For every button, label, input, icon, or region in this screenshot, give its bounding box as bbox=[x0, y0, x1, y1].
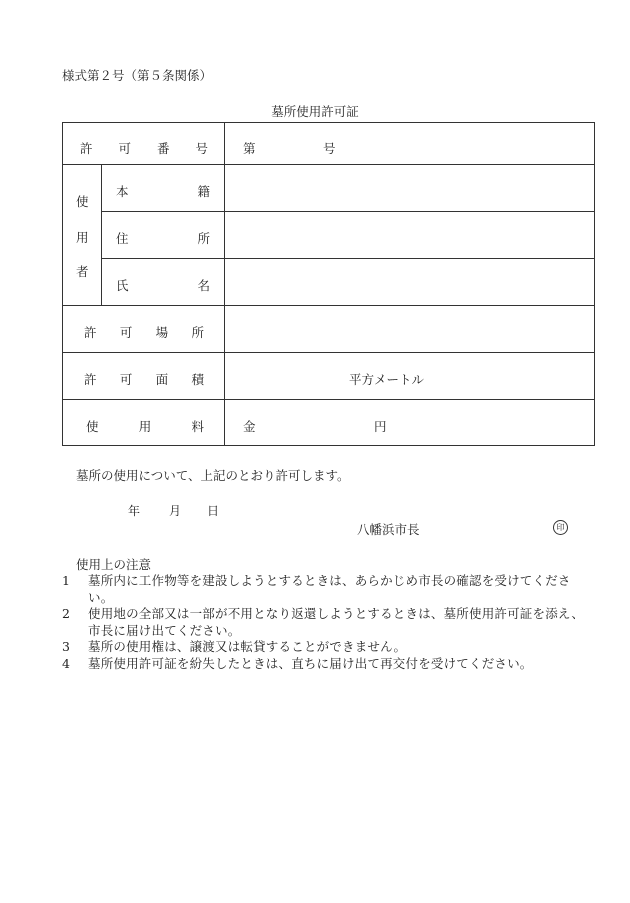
fee-prefix: 金 bbox=[243, 419, 256, 434]
char: 許 bbox=[80, 141, 93, 156]
note-item bbox=[62, 573, 592, 606]
date-month-label: 月 bbox=[169, 504, 182, 518]
note-number: 3 bbox=[62, 639, 70, 654]
area-label bbox=[84, 370, 204, 388]
notes-heading: 使用上の注意 bbox=[76, 557, 152, 572]
char: 本 bbox=[116, 184, 129, 199]
char: 番 bbox=[156, 141, 170, 156]
notes-list bbox=[62, 573, 592, 672]
note-number: 1 bbox=[62, 573, 70, 588]
area-unit: 平方メートル bbox=[349, 372, 425, 387]
date-day-label: 日 bbox=[207, 504, 220, 518]
document-title: 墓所使用許可証 bbox=[271, 104, 359, 119]
name-label bbox=[116, 276, 210, 294]
table-border-right bbox=[594, 122, 595, 446]
char: 料 bbox=[191, 419, 204, 434]
permit-number-prefix: 第 bbox=[243, 141, 256, 156]
char: 可 bbox=[118, 141, 131, 156]
user-label-char-1: 使 bbox=[76, 194, 89, 209]
char: 可 bbox=[119, 325, 133, 340]
char: 許 bbox=[84, 325, 97, 340]
row-line bbox=[101, 258, 595, 259]
char: 積 bbox=[191, 372, 204, 387]
note-number: 2 bbox=[62, 606, 70, 621]
fee-unit: 円 bbox=[374, 419, 387, 434]
date-year-label: 年 bbox=[128, 504, 141, 518]
note-text: 墓所の使用権は、譲渡又は転貸することができません。 bbox=[88, 639, 407, 654]
row-line bbox=[62, 399, 595, 400]
permit-statement: 墓所の使用について、上記のとおり許可します。 bbox=[76, 468, 350, 483]
permit-number-label bbox=[80, 139, 208, 157]
user-group-divider bbox=[101, 164, 102, 305]
user-label-char-2: 用 bbox=[76, 230, 89, 245]
row-line bbox=[62, 352, 595, 353]
char: 所 bbox=[197, 231, 210, 246]
char: 場 bbox=[155, 325, 169, 340]
permit-number-suffix: 号 bbox=[323, 141, 336, 156]
fee-label bbox=[86, 417, 204, 435]
char: 住 bbox=[116, 231, 129, 246]
char: 氏 bbox=[116, 278, 129, 293]
issuer-name: 八幡浜市長 bbox=[357, 522, 420, 537]
note-text: 墓所使用許可証を紛失したときは、直ちに届け出て再交付を受けてください。 bbox=[88, 655, 533, 671]
note-item bbox=[62, 656, 592, 673]
address-label bbox=[116, 229, 210, 247]
permit-table bbox=[62, 122, 595, 446]
char: 可 bbox=[119, 372, 133, 387]
form-number: 様式第２号（第５条関係） bbox=[62, 68, 213, 83]
note-item bbox=[62, 639, 592, 656]
note-text: 墓所内に工作物等を建設しようとするときは、あらかじめ市長の確認を受けてください。 bbox=[88, 573, 571, 605]
note-text: 使用地の全部又は一部が不用となり返還しようとするときは、墓所使用許可証を添え、市長に届け出てください。 bbox=[88, 606, 585, 638]
char: 用 bbox=[138, 419, 152, 434]
char: 名 bbox=[197, 278, 210, 293]
row-line bbox=[101, 211, 595, 212]
char: 所 bbox=[191, 325, 204, 340]
note-item bbox=[62, 606, 592, 639]
char: 籍 bbox=[197, 184, 210, 199]
table-border-top bbox=[62, 122, 595, 123]
column-divider bbox=[224, 122, 225, 446]
honseki-label bbox=[116, 182, 210, 200]
note-number: 4 bbox=[62, 655, 70, 671]
location-label bbox=[84, 323, 204, 341]
seal-mark: 印 bbox=[553, 520, 568, 535]
char: 面 bbox=[155, 372, 169, 387]
user-label-char-3: 者 bbox=[76, 264, 89, 279]
row-line bbox=[62, 305, 595, 306]
char: 許 bbox=[84, 372, 97, 387]
char: 使 bbox=[86, 419, 99, 434]
table-border-left bbox=[62, 122, 63, 446]
char: 号 bbox=[195, 141, 208, 156]
table-border-bottom bbox=[62, 445, 595, 446]
row-line bbox=[62, 164, 595, 165]
